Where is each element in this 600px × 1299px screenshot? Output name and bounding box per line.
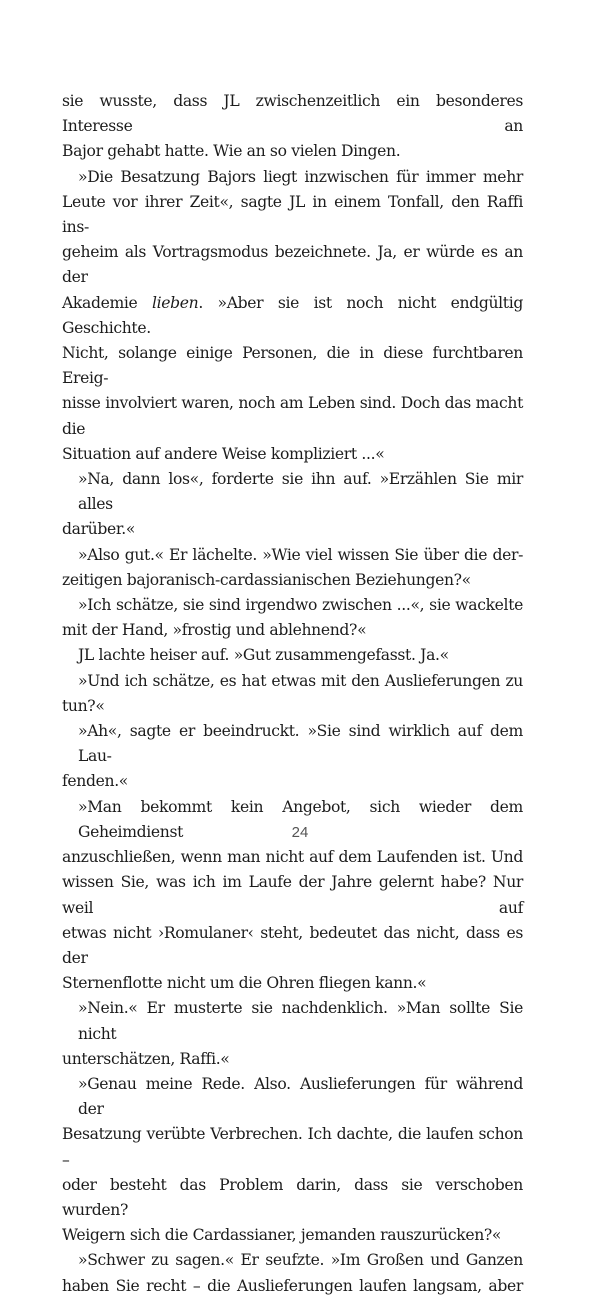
text-line: Leute vor ihrer Zeit«, sagte JL in einem Tonfall, den Raffi ins-: [62, 192, 523, 237]
paragraph: [62, 165, 523, 467]
text-line: anzuschließen, wenn man nicht auf dem Laufenden ist. Und: [62, 848, 523, 867]
emphasis: lieben: [152, 293, 199, 312]
text-line: haben Sie recht – die Auslieferungen laufen langsam, aber: [62, 1276, 523, 1295]
text-line: Bajor gehabt hatte. Wie an so vielen Dingen.: [62, 142, 401, 161]
text-line: »Schwer zu sagen.« Er seufzte. »Im Großen und Ganzen: [78, 1251, 523, 1270]
text-line: wissen Sie, was ich im Laufe der Jahre gelernt habe? Nur weil auf: [62, 873, 523, 917]
paragraph: [62, 1248, 523, 1298]
text-line: zeitigen bajoranisch-cardassianischen Beziehungen?«: [62, 570, 471, 589]
paragraph: [62, 89, 523, 165]
text-line: »Und ich schätze, es hat etwas mit den Auslieferungen zu: [78, 671, 523, 690]
page-number: 24: [291, 824, 309, 841]
text-line: sie wusste, dass JL zwischenzeitlich ein besonderes Interesse an: [62, 92, 523, 136]
text-line: tun?«: [62, 696, 105, 715]
text-line: Weigern sich die Cardassianer, jemanden rauszurücken?«: [62, 1226, 502, 1245]
text-line: »Also gut.« Er lächelte. »Wie viel wissen Sie über die der-: [78, 545, 523, 564]
text-line: »Na, dann los«, forderte sie ihn auf. »Erzählen Sie mir alles: [78, 470, 523, 514]
text-line: unterschätzen, Raffi.«: [62, 1049, 230, 1068]
text-line: Sternenflotte nicht um die Ohren fliegen kann.«: [62, 974, 427, 993]
text-line: nisse involviert waren, noch am Leben sind. Doch das macht die: [62, 394, 523, 438]
text-line: etwas nicht ›Romulaner‹ steht, bedeutet das nicht, dass es der: [62, 923, 523, 967]
text-line: darüber.«: [62, 520, 136, 539]
text-line: »Ah«, sagte er beeindruckt. »Sie sind wirklich auf dem Lau-: [78, 722, 523, 766]
text-line: Nicht, solange einige Personen, die in diese furchtbaren Ereig-: [62, 344, 523, 388]
paragraph: [62, 719, 523, 795]
paragraph: [62, 669, 523, 719]
paragraph: [62, 996, 523, 1072]
text-line: »Nein.« Er musterte sie nachdenklich. »Man sollte Sie nicht: [78, 999, 523, 1043]
paragraph: [62, 543, 523, 593]
text-line: »Ich schätze, sie sind irgendwo zwischen ...«, sie wackelte: [78, 596, 523, 615]
text-line: geheim als Vortragsmodus bezeichnete. Ja, er würde es an der: [62, 243, 523, 287]
paragraph: [62, 1072, 523, 1248]
paragraph: [62, 467, 523, 543]
text-line: fenden.«: [62, 772, 128, 791]
paragraph: [62, 643, 523, 668]
text-line: Situation auf andere Weise kompliziert ...«: [62, 444, 385, 463]
text-line: Besatzung verübte Verbrechen. Ich dachte, die laufen schon –: [62, 1125, 523, 1169]
text-line: Akademie lieben. »Aber sie ist noch nicht endgültig Geschichte.: [62, 293, 523, 337]
text-line: JL lachte heiser auf. »Gut zusammengefasst. Ja.«: [78, 646, 449, 665]
text-line: mit der Hand, »frostig und ablehnend?«: [62, 621, 367, 640]
text-line: »Die Besatzung Bajors liegt inzwischen für immer mehr: [78, 167, 523, 186]
text-line: »Man bekommt kein Angebot, sich wieder dem Geheimdienst: [78, 797, 523, 841]
text-line: »Genau meine Rede. Also. Auslieferungen für während der: [78, 1074, 523, 1119]
text-line: oder besteht das Problem darin, dass sie verschoben wurden?: [62, 1175, 523, 1219]
paragraph: [62, 593, 523, 643]
body-text: [62, 89, 523, 1299]
